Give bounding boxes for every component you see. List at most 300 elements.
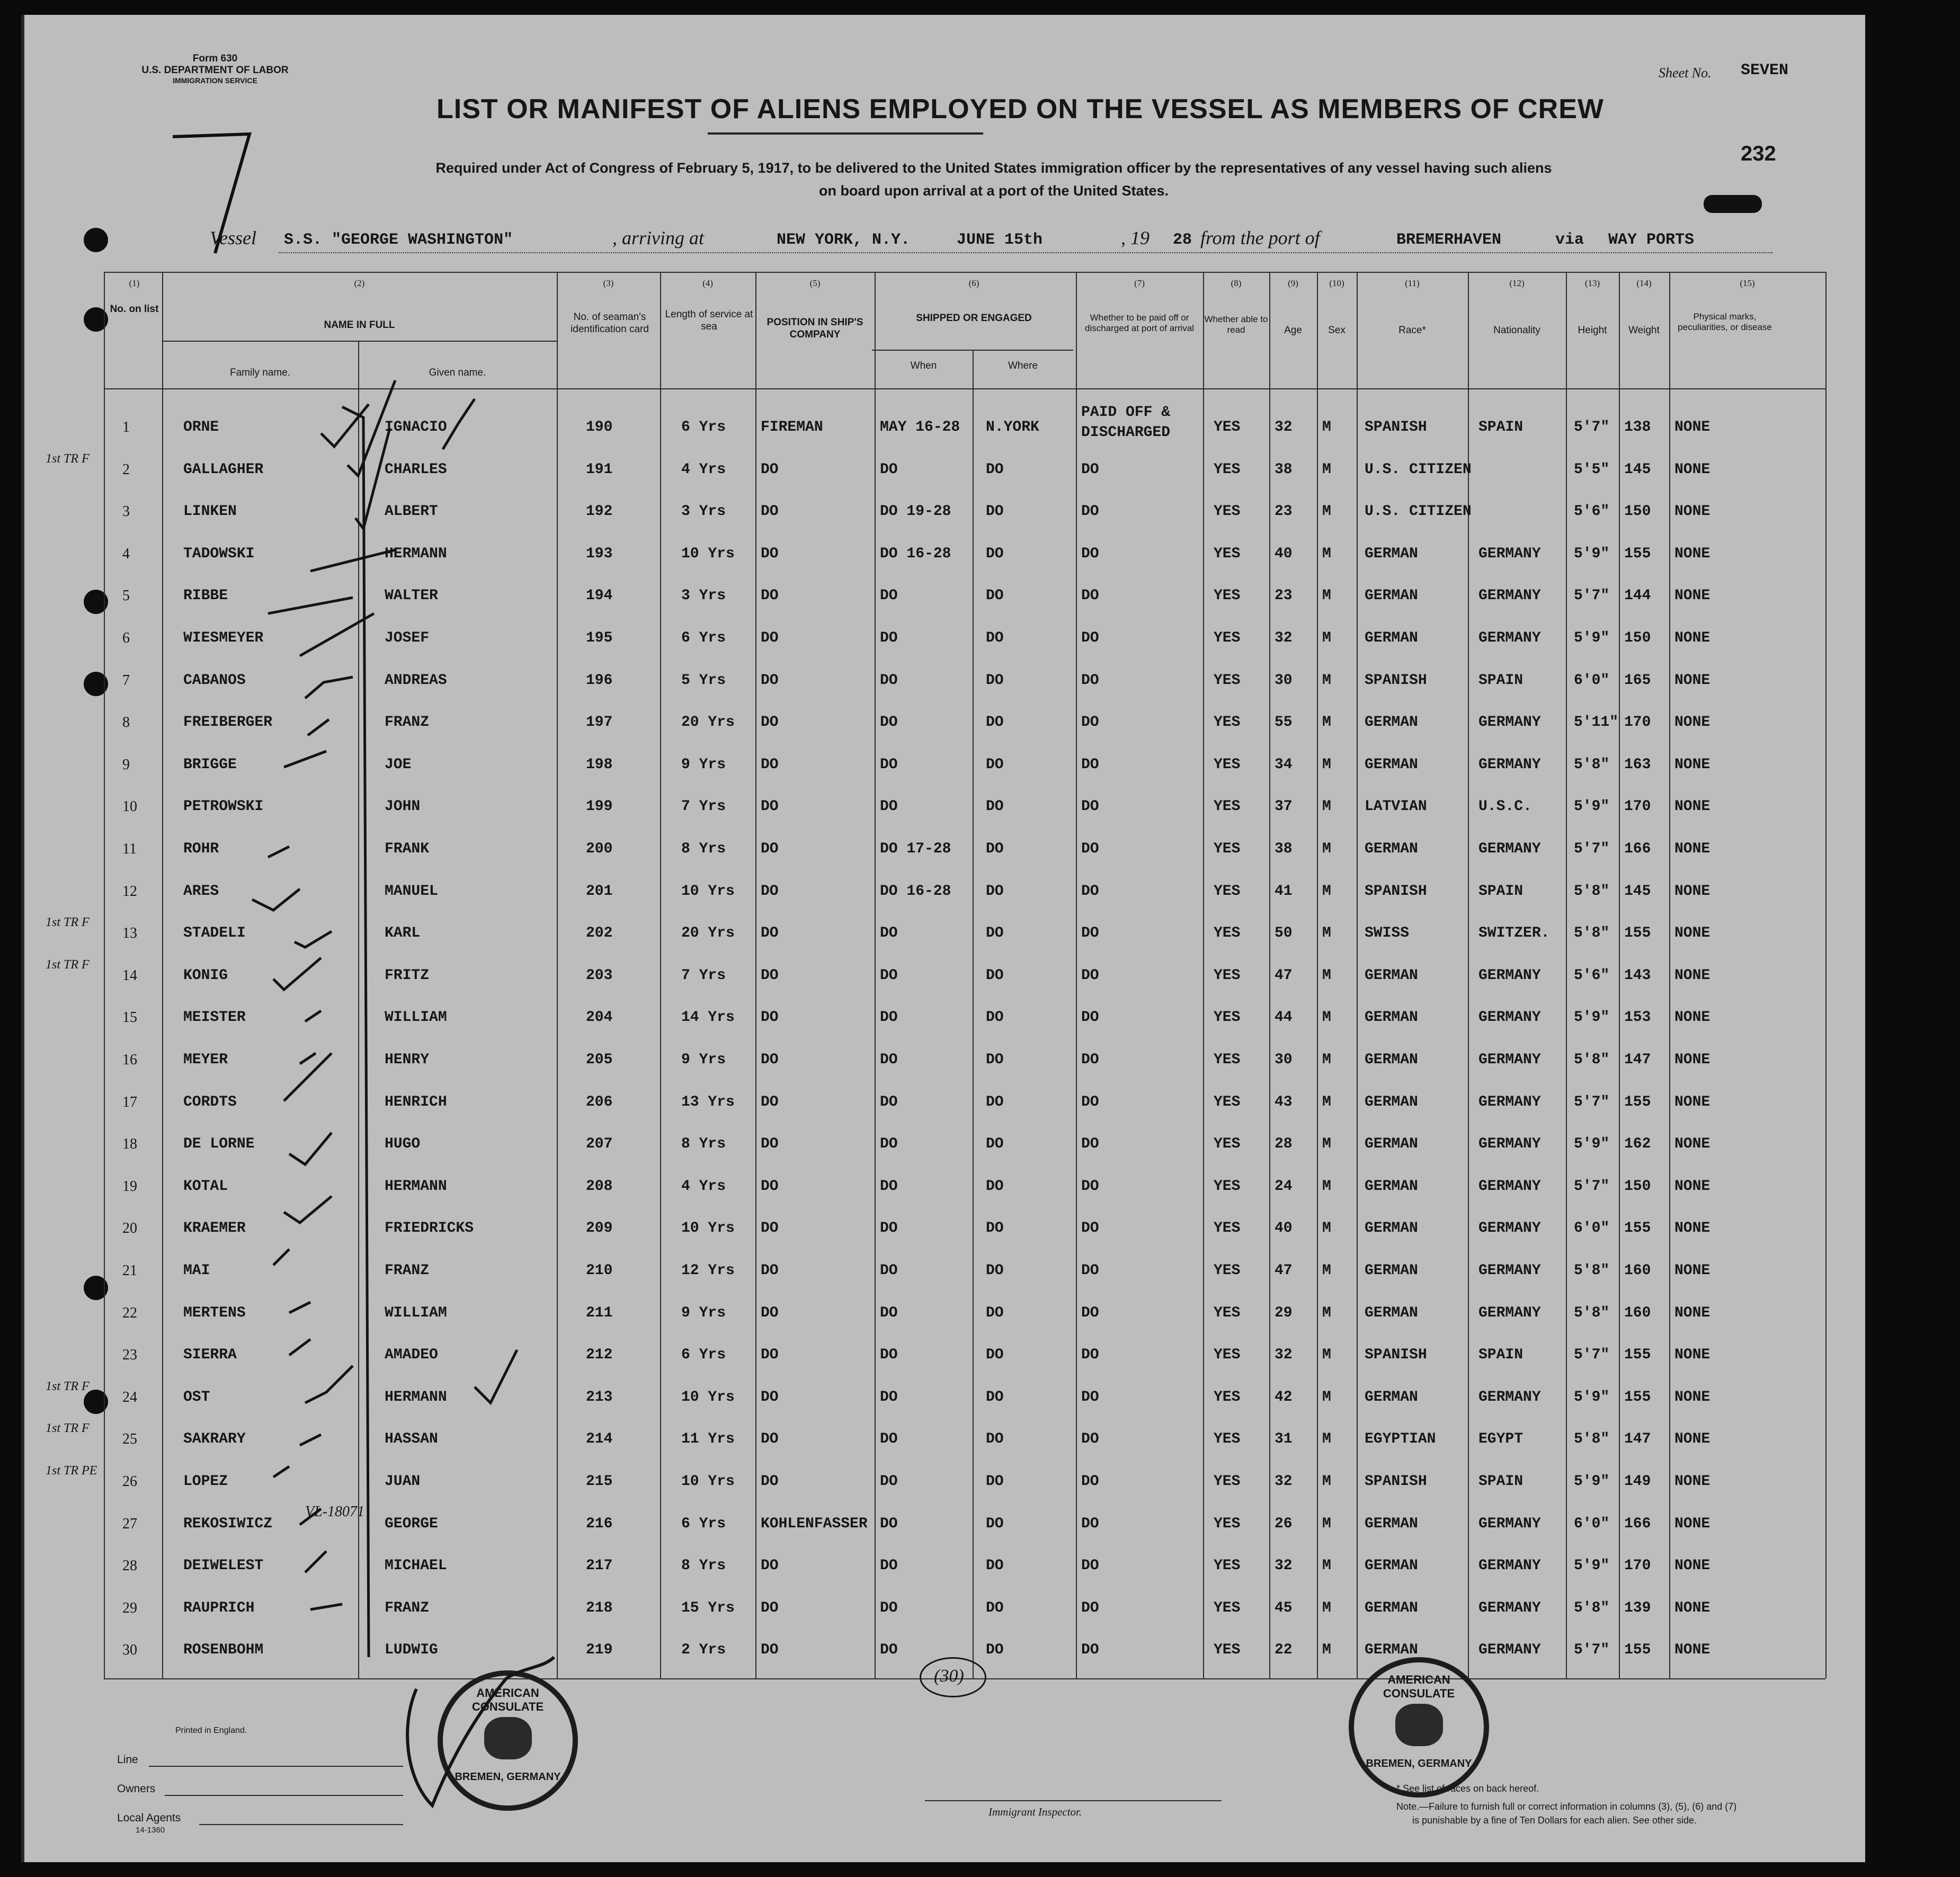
id-card: 219: [586, 1642, 613, 1659]
family-name: STADELI: [183, 925, 246, 942]
nationality: SPAIN: [1478, 419, 1524, 435]
shipped-when: DO: [880, 1473, 898, 1490]
weight: 155: [1624, 1347, 1651, 1364]
id-card: 199: [586, 798, 613, 815]
race: GERMAN: [1365, 1515, 1418, 1532]
able-to-read: YES: [1214, 967, 1241, 984]
given-name: FRIEDRICKS: [385, 1220, 474, 1237]
col-where: Where: [1008, 360, 1038, 371]
race: SPANISH: [1365, 883, 1427, 900]
row-number: 6: [122, 630, 130, 646]
race: SPANISH: [1365, 1473, 1427, 1490]
service-length: 10 Yrs: [681, 545, 735, 562]
printed-in: Printed in England.: [175, 1726, 247, 1735]
height: 5'7": [1574, 419, 1610, 435]
column-number: (14): [1636, 278, 1652, 288]
given-name: KARL: [385, 925, 421, 942]
shipped-where: DO: [986, 1093, 1004, 1110]
id-card: 213: [586, 1389, 613, 1405]
shipped-when: DO: [880, 1220, 898, 1237]
position: DO: [761, 1473, 779, 1490]
shipped-where: DO: [986, 714, 1004, 731]
given-name: JOSEF: [385, 630, 430, 646]
given-name: HERMANN: [385, 1389, 447, 1405]
able-to-read: YES: [1214, 1389, 1241, 1405]
from-label: from the port of: [1200, 227, 1320, 248]
nationality: GERMANY: [1478, 588, 1541, 604]
col-position: POSITION IN SHIP'S COMPANY: [767, 317, 863, 340]
shipped-where: DO: [986, 1389, 1004, 1405]
shipped-when: DO 19-28: [880, 503, 951, 520]
service-length: 9 Yrs: [681, 756, 726, 773]
race: GERMAN: [1365, 1262, 1418, 1279]
shipped-when: DO 17-28: [880, 841, 951, 857]
physical-marks: NONE: [1674, 798, 1710, 815]
height: 5'8": [1574, 1431, 1610, 1448]
sheet-number: SEVEN: [1741, 61, 1789, 79]
given-name: LUDWIG: [385, 1642, 438, 1659]
given-name: HERMANN: [385, 1178, 447, 1195]
family-name: DE LORNE: [183, 1136, 255, 1153]
paid-off: DO: [1081, 1178, 1099, 1195]
race: SWISS: [1365, 925, 1410, 942]
race: GERMAN: [1365, 1220, 1418, 1237]
shipped-where: DO: [986, 1304, 1004, 1321]
physical-marks: NONE: [1674, 503, 1710, 520]
weight: 155: [1624, 1220, 1651, 1237]
race: GERMAN: [1365, 967, 1418, 984]
weight: 155: [1624, 1642, 1651, 1659]
height: 5'9": [1574, 1136, 1610, 1153]
age: 47: [1275, 1262, 1293, 1279]
weight: 155: [1624, 1093, 1651, 1110]
id-card: 210: [586, 1262, 613, 1279]
service-length: 11 Yrs: [681, 1431, 735, 1448]
given-name: HENRICH: [385, 1093, 447, 1110]
nationality: SPAIN: [1478, 1347, 1524, 1364]
position: DO: [761, 630, 779, 646]
given-name: FRANZ: [385, 714, 430, 731]
age: 28: [1275, 1136, 1293, 1153]
handwritten-checkmarks: [24, 15, 1865, 1862]
shipped-where: DO: [986, 630, 1004, 646]
position: DO: [761, 1178, 779, 1195]
row-number: 15: [122, 1009, 137, 1026]
column-number: (2): [354, 278, 365, 288]
service-length: 4 Yrs: [681, 1178, 726, 1195]
family-name: ROHR: [183, 841, 219, 857]
nationality: SPAIN: [1478, 883, 1524, 900]
nationality: GERMANY: [1478, 1599, 1541, 1616]
physical-marks: NONE: [1674, 925, 1710, 942]
service-length: 3 Yrs: [681, 503, 726, 520]
nationality: U.S.C.: [1478, 798, 1532, 815]
paid-off: DO: [1081, 588, 1099, 604]
paid-off: DO: [1081, 1009, 1099, 1026]
shipped-where: DO: [986, 1220, 1004, 1237]
row-number: 21: [122, 1262, 137, 1279]
position: DO: [761, 1389, 779, 1405]
able-to-read: YES: [1214, 1262, 1241, 1279]
service-length: 2 Yrs: [681, 1642, 726, 1659]
height: 5'9": [1574, 798, 1610, 815]
age: 34: [1275, 756, 1293, 773]
shipped-when: DO: [880, 461, 898, 478]
able-to-read: YES: [1214, 1515, 1241, 1532]
nationality: GERMANY: [1478, 1178, 1541, 1195]
sex: M: [1322, 1389, 1331, 1405]
paid-off: DO: [1081, 1220, 1099, 1237]
id-card: 191: [586, 461, 613, 478]
service-length: 5 Yrs: [681, 672, 726, 689]
weight: 170: [1624, 714, 1651, 731]
row-number: 8: [122, 714, 130, 731]
row-number: 7: [122, 672, 130, 689]
age: 32: [1275, 419, 1293, 435]
row-number: 25: [122, 1431, 137, 1448]
service-length: 15 Yrs: [681, 1599, 735, 1616]
row-number: 2: [122, 461, 130, 478]
race: GERMAN: [1365, 841, 1418, 857]
sex: M: [1322, 1220, 1331, 1237]
weight: 155: [1624, 925, 1651, 942]
height: 5'9": [1574, 545, 1610, 562]
age: 41: [1275, 883, 1293, 900]
weight: 150: [1624, 503, 1651, 520]
height: 5'11": [1574, 714, 1619, 731]
shipped-when: DO: [880, 1052, 898, 1068]
weight: 165: [1624, 672, 1651, 689]
given-name: FRANK: [385, 841, 430, 857]
position: DO: [761, 967, 779, 984]
id-card: 192: [586, 503, 613, 520]
shipped-when: DO: [880, 1347, 898, 1364]
page-subtitle: Required under Act of Congress of February 5, 1917, to be delivered to the United States immigration officer by the representatives of any vessel having such aliens on board upon arrival at a port of the United States.: [435, 160, 1552, 199]
able-to-read: YES: [1214, 1642, 1241, 1659]
able-to-read: YES: [1214, 841, 1241, 857]
nationality: GERMANY: [1478, 1052, 1541, 1068]
paid-off: DO: [1081, 1515, 1099, 1532]
paid-off: DO: [1081, 461, 1099, 478]
column-number: (8): [1231, 278, 1242, 288]
able-to-read: YES: [1214, 925, 1241, 942]
nationality: GERMANY: [1478, 1304, 1541, 1321]
sex: M: [1322, 503, 1331, 520]
department: U.S. DEPARTMENT OF LABOR: [141, 64, 289, 76]
age: 42: [1275, 1389, 1293, 1405]
height: 6'0": [1574, 1220, 1610, 1237]
shipped-where: DO: [986, 1515, 1004, 1532]
id-card: 202: [586, 925, 613, 942]
nationality: SPAIN: [1478, 672, 1524, 689]
shipped-when: DO: [880, 756, 898, 773]
given-name: IGNACIO: [385, 419, 447, 435]
physical-marks: NONE: [1674, 1642, 1710, 1659]
given-name: FRANZ: [385, 1599, 430, 1616]
margin-annotation: 1st TR F: [46, 915, 90, 930]
given-name: JUAN: [385, 1473, 421, 1490]
age: 23: [1275, 588, 1293, 604]
age: 50: [1275, 925, 1293, 942]
row-number: 19: [122, 1178, 137, 1195]
service-length: 6 Yrs: [681, 1515, 726, 1532]
weight: 153: [1624, 1009, 1651, 1026]
age: 29: [1275, 1304, 1293, 1321]
position: DO: [761, 714, 779, 731]
service-length: 10 Yrs: [681, 883, 735, 900]
year: 28: [1173, 231, 1192, 249]
service-length: 7 Yrs: [681, 798, 726, 815]
year-prefix: , 19: [1121, 227, 1150, 248]
able-to-read: YES: [1214, 1347, 1241, 1364]
race: EGYPTIAN: [1365, 1431, 1436, 1448]
nationality: GERMANY: [1478, 1136, 1541, 1153]
physical-marks: NONE: [1674, 1220, 1710, 1237]
sex: M: [1322, 588, 1331, 604]
position: DO: [761, 1052, 779, 1068]
service-length: 13 Yrs: [681, 1093, 735, 1110]
col-no-on-list: No. on list: [110, 304, 159, 315]
age: 26: [1275, 1515, 1293, 1532]
paid-off: DO: [1081, 925, 1099, 942]
footer-line-label: Line: [117, 1754, 138, 1766]
height: 5'7": [1574, 1093, 1610, 1110]
weight: 147: [1624, 1431, 1651, 1448]
family-name: GALLAGHER: [183, 461, 264, 478]
departure-port: BREMERHAVEN: [1396, 231, 1502, 249]
id-card: 218: [586, 1599, 613, 1616]
age: 38: [1275, 461, 1293, 478]
race: GERMAN: [1365, 1009, 1418, 1026]
position: DO: [761, 1136, 779, 1153]
nationality: GERMANY: [1478, 841, 1541, 857]
physical-marks: NONE: [1674, 883, 1710, 900]
position: DO: [761, 503, 779, 520]
given-name: HENRY: [385, 1052, 430, 1068]
race: GERMAN: [1365, 1052, 1418, 1068]
service-length: 10 Yrs: [681, 1473, 735, 1490]
able-to-read: YES: [1214, 419, 1241, 435]
nationality: EGYPT: [1478, 1431, 1524, 1448]
given-name: MANUEL: [385, 883, 438, 900]
able-to-read: YES: [1214, 672, 1241, 689]
shipped-where: DO: [986, 461, 1004, 478]
sex: M: [1322, 1347, 1331, 1364]
able-to-read: YES: [1214, 503, 1241, 520]
nationality: GERMANY: [1478, 1389, 1541, 1405]
given-name: ANDREAS: [385, 672, 447, 689]
race: GERMAN: [1365, 545, 1418, 562]
service: IMMIGRATION SERVICE: [173, 76, 257, 85]
nationality: GERMANY: [1478, 756, 1541, 773]
row-number: 10: [122, 798, 137, 815]
family-name: LINKEN: [183, 503, 237, 520]
physical-marks: NONE: [1674, 1558, 1710, 1574]
row-number: 23: [122, 1347, 137, 1364]
weight: 155: [1624, 545, 1651, 562]
shipped-where: DO: [986, 672, 1004, 689]
race: GERMAN: [1365, 588, 1418, 604]
age: 32: [1275, 1558, 1293, 1574]
shipped-when: DO: [880, 798, 898, 815]
position: DO: [761, 883, 779, 900]
col-age: Age: [1284, 325, 1302, 336]
physical-marks: NONE: [1674, 1009, 1710, 1026]
id-card: 194: [586, 588, 613, 604]
paid-off: DO: [1081, 841, 1099, 857]
via-label: via: [1555, 231, 1584, 249]
weight: 166: [1624, 1515, 1651, 1532]
service-length: 9 Yrs: [681, 1052, 726, 1068]
able-to-read: YES: [1214, 798, 1241, 815]
service-length: 20 Yrs: [681, 925, 735, 942]
race: GERMAN: [1365, 1599, 1418, 1616]
column-number: (7): [1134, 278, 1145, 288]
sex: M: [1322, 1558, 1331, 1574]
physical-marks: NONE: [1674, 672, 1710, 689]
sex: M: [1322, 1431, 1331, 1448]
height: 5'7": [1574, 588, 1610, 604]
paid-off: DO: [1081, 1473, 1099, 1490]
sex: M: [1322, 1304, 1331, 1321]
position: DO: [761, 841, 779, 857]
physical-marks: NONE: [1674, 1431, 1710, 1448]
id-card: 206: [586, 1093, 613, 1110]
sex: M: [1322, 672, 1331, 689]
shipped-when: DO: [880, 1642, 898, 1659]
position: DO: [761, 461, 779, 478]
family-name: MERTENS: [183, 1304, 246, 1321]
row-number: 4: [122, 545, 130, 562]
nationality: SWITZER.: [1478, 925, 1550, 942]
service-length: 8 Yrs: [681, 841, 726, 857]
family-name: ORNE: [183, 419, 219, 435]
able-to-read: YES: [1214, 1136, 1241, 1153]
position: DO: [761, 1558, 779, 1574]
sex: M: [1322, 1599, 1331, 1616]
family-name: TADOWSKI: [183, 545, 255, 562]
age: 45: [1275, 1599, 1293, 1616]
position: DO: [761, 1347, 779, 1364]
paid-off: DO: [1081, 1599, 1099, 1616]
height: 5'8": [1574, 883, 1610, 900]
id-card: 203: [586, 967, 613, 984]
given-name: HUGO: [385, 1136, 421, 1153]
paid-off-line2: DISCHARGED: [1081, 424, 1171, 441]
shipped-when: DO: [880, 588, 898, 604]
physical-marks: NONE: [1674, 461, 1710, 478]
height: 5'8": [1574, 925, 1610, 942]
shipped-where: DO: [986, 798, 1004, 815]
handwritten-signature: [385, 1647, 565, 1827]
position: DO: [761, 672, 779, 689]
able-to-read: YES: [1214, 883, 1241, 900]
family-name: ARES: [183, 883, 219, 900]
sex: M: [1322, 798, 1331, 815]
nationality: GERMANY: [1478, 1558, 1541, 1574]
shipped-where: DO: [986, 883, 1004, 900]
weight: 150: [1624, 1178, 1651, 1195]
race: GERMAN: [1365, 1093, 1418, 1110]
shipped-when: DO: [880, 1304, 898, 1321]
manifest-sheet: [21, 15, 1865, 1862]
eagle-icon: [1395, 1704, 1443, 1746]
family-name: MAI: [183, 1262, 210, 1279]
given-name: WALTER: [385, 588, 438, 604]
nationality: GERMANY: [1478, 1093, 1541, 1110]
height: 6'0": [1574, 672, 1610, 689]
margin-annotation: 1st TR F: [46, 451, 90, 466]
sex: M: [1322, 1136, 1331, 1153]
shipped-where: DO: [986, 1642, 1004, 1659]
given-name: GEORGE: [385, 1515, 438, 1532]
shipped-where: DO: [986, 503, 1004, 520]
shipped-when: DO: [880, 714, 898, 731]
physical-marks: NONE: [1674, 588, 1710, 604]
row-number: 9: [122, 756, 130, 773]
row-number: 13: [122, 925, 137, 942]
given-name: WILLIAM: [385, 1304, 447, 1321]
family-name: KRAEMER: [183, 1220, 246, 1237]
race: LATVIAN: [1365, 798, 1427, 815]
position: DO: [761, 798, 779, 815]
age: 40: [1275, 1220, 1293, 1237]
shipped-where: DO: [986, 1136, 1004, 1153]
paid-off: DO: [1081, 1136, 1099, 1153]
height: 5'6": [1574, 503, 1610, 520]
age: 55: [1275, 714, 1293, 731]
race: SPANISH: [1365, 419, 1427, 435]
family-name: LOPEZ: [183, 1473, 228, 1490]
margin-annotation: 1st TR F: [46, 1379, 90, 1393]
arrival-port: NEW YORK, N.Y.: [777, 231, 911, 249]
race: SPANISH: [1365, 672, 1427, 689]
position: DO: [761, 1431, 779, 1448]
col-family-name: Family name.: [229, 367, 291, 378]
physical-marks: NONE: [1674, 545, 1710, 562]
able-to-read: YES: [1214, 1304, 1241, 1321]
id-card: 209: [586, 1220, 613, 1237]
family-name: WIESMEYER: [183, 630, 264, 646]
column-number: (12): [1509, 278, 1525, 288]
shipped-where: N.YORK: [986, 419, 1039, 435]
row-number: 22: [122, 1304, 137, 1321]
nationality: GERMANY: [1478, 1515, 1541, 1532]
paid-off: DO: [1081, 798, 1099, 815]
id-card: 212: [586, 1347, 613, 1364]
row-number: 30: [122, 1642, 137, 1659]
age: 31: [1275, 1431, 1293, 1448]
height: 5'8": [1574, 1262, 1610, 1279]
paid-off: DO: [1081, 545, 1099, 562]
id-card: 204: [586, 1009, 613, 1026]
age: 40: [1275, 545, 1293, 562]
service-length: 9 Yrs: [681, 1304, 726, 1321]
row27-annotation: VL-18071: [305, 1504, 364, 1520]
col-shipped: SHIPPED OR ENGAGED: [916, 313, 1032, 324]
service-length: 8 Yrs: [681, 1558, 726, 1574]
shipped-when: DO 16-28: [880, 545, 951, 562]
total-count: (30): [934, 1666, 964, 1686]
physical-marks: NONE: [1674, 967, 1710, 984]
row-number: 29: [122, 1599, 137, 1616]
col-id-card: No. of seaman's identification card: [571, 312, 649, 335]
given-name: MICHAEL: [385, 1558, 447, 1574]
paid-off: DO: [1081, 756, 1099, 773]
family-name: RAUPRICH: [183, 1599, 255, 1616]
row-number: 17: [122, 1093, 137, 1110]
paid-off: DO: [1081, 967, 1099, 984]
